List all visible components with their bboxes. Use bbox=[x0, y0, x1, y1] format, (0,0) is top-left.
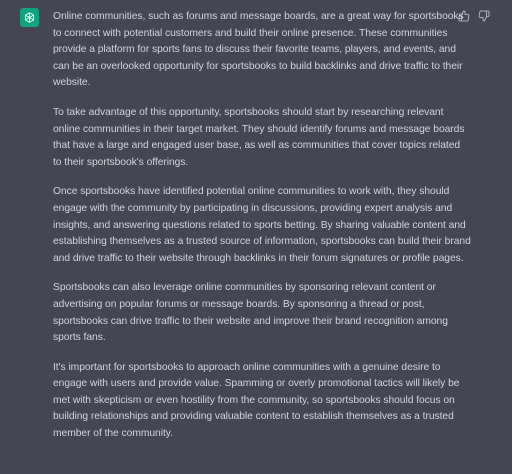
message-content bbox=[53, 9, 471, 456]
thumbs-down-icon bbox=[478, 10, 490, 22]
thumbs-down-button[interactable] bbox=[477, 9, 490, 22]
message-paragraph: Online communities, such as forums and message boards, are a great way for sportsbooks to connect with potential customers and build their online presence. These communities provide a platform for sports fans to discuss their favorite teams, players, and events, and can be an overlooked opportunity for sportsbooks to build backlinks and drive traffic to their website. bbox=[53, 11, 464, 89]
openai-logo-icon bbox=[23, 11, 36, 24]
message-paragraph: It's important for sportsbooks to approach online communities with a genuine desire to engage with users and provide value. Spamming or overly promotional tactics will likely be met with skepticism or even hostility from the community, so sportsbooks should focus on building relationships and providing valuable content to establish themselves as a trusted member of the community. bbox=[53, 361, 460, 440]
assistant-avatar bbox=[20, 8, 39, 27]
message-paragraph: To take advantage of this opportunity, sportsbooks should start by researching relevant online communities in their target market. They should identify forums and message boards that have a large and engaged user base, as well as communities that cover topics related to their sportsbook's offerings. bbox=[53, 106, 465, 168]
message-paragraph: Once sportsbooks have identified potential online communities to work with, they should engage with the community by participating in discussions, providing expert analysis and insights, and answering questions related to sports betting. By sharing valuable content and establishing themselves as a trusted source of information, sportsbooks can build their brand and drive traffic to their website through backlinks in their forum signatures or profile pages. bbox=[53, 186, 471, 264]
message-paragraph: Sportsbooks can also leverage online communities by sponsoring relevant content or advertising on popular forums or message boards. By sponsoring a thread or post, sportsbooks can drive traffic to their website and improve their brand recognition among sports fans. bbox=[53, 282, 448, 344]
